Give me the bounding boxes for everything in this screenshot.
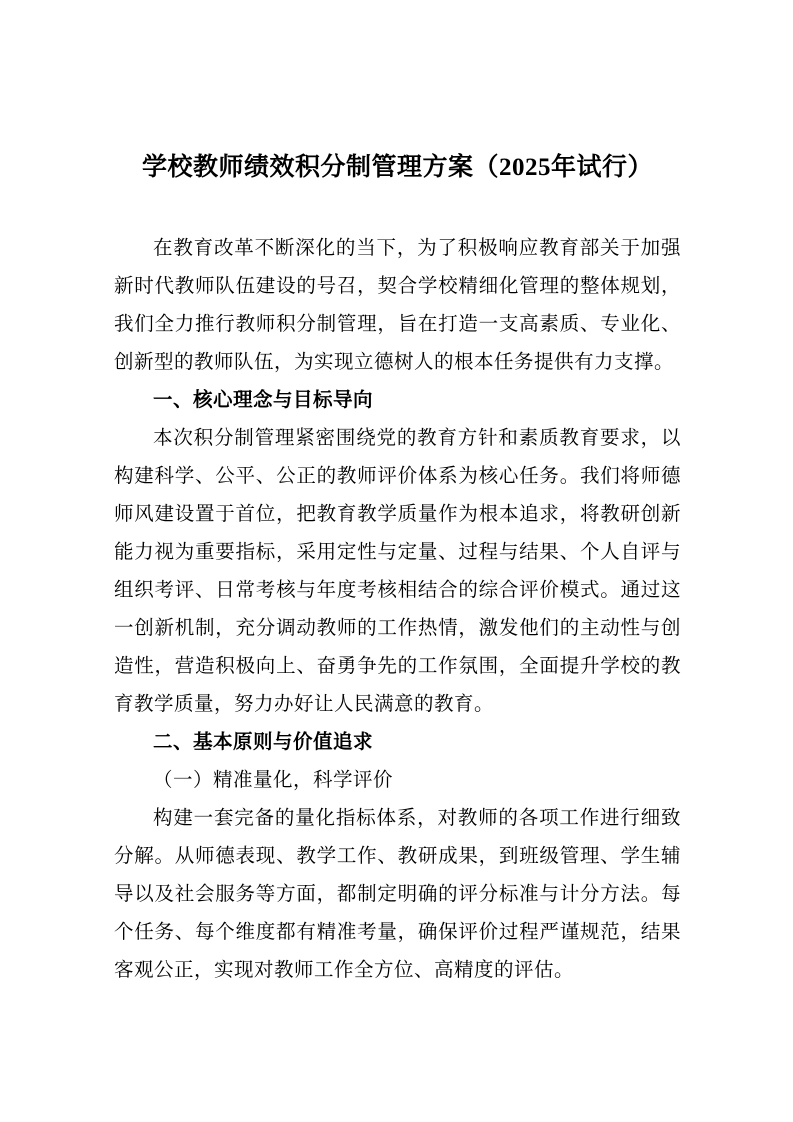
paragraph-section-1-body: 本次积分制管理紧密围绕党的教育方针和素质教育要求，以构建科学、公平、公正的教师评价体系为核心任务。我们将师德师风建设置于首位，把教育教学质量作为根本追求，将教研创新能力视为重要指标，采用定性与定量、过程与结果、个人自评与组织考评、日常考核与年度考核相结合的综合评价模式。通过这一创新机制，充分调动教师的工作热情，激发他们的主动性与创造性，营造积极向上、奋勇争先的工作氛围，全面提升学校的教育教学质量，努力办好让人民满意的教育。 xyxy=(114,428,681,715)
paragraph-intro: 在教育改革不断深化的当下，为了积极响应教育部关于加强新时代教师队伍建设的号召，契合学校精细化管理的整体规划，我们全力推行教师积分制管理，旨在打造一支高素质、专业化、创新型的教师队伍，为实现立德树人的根本任务提供有力支撑。 xyxy=(114,238,681,373)
subheading-section-2-1: （一）精准量化，科学评价 xyxy=(153,770,394,791)
heading-section-2: 二、基本原则与价值追求 xyxy=(153,732,374,753)
document-title xyxy=(114,148,681,188)
document-title-text: 学校教师绩效积分制管理方案（2025年试行） xyxy=(141,154,653,181)
paragraph-section-2-1-body: 构建一套完备的量化指标体系，对教师的各项工作进行细致分解。从师德表现、教学工作、教研成果，到班级管理、学生辅导以及社会服务等方面，都制定明确的评分标准与计分方法。每个任务、每个维度都有精准考量，确保评价过程严谨规范，结果客观公正，实现对教师工作全方位、高精度的评估。 xyxy=(114,808,681,981)
heading-section-1: 一、核心理念与目标导向 xyxy=(153,390,374,411)
